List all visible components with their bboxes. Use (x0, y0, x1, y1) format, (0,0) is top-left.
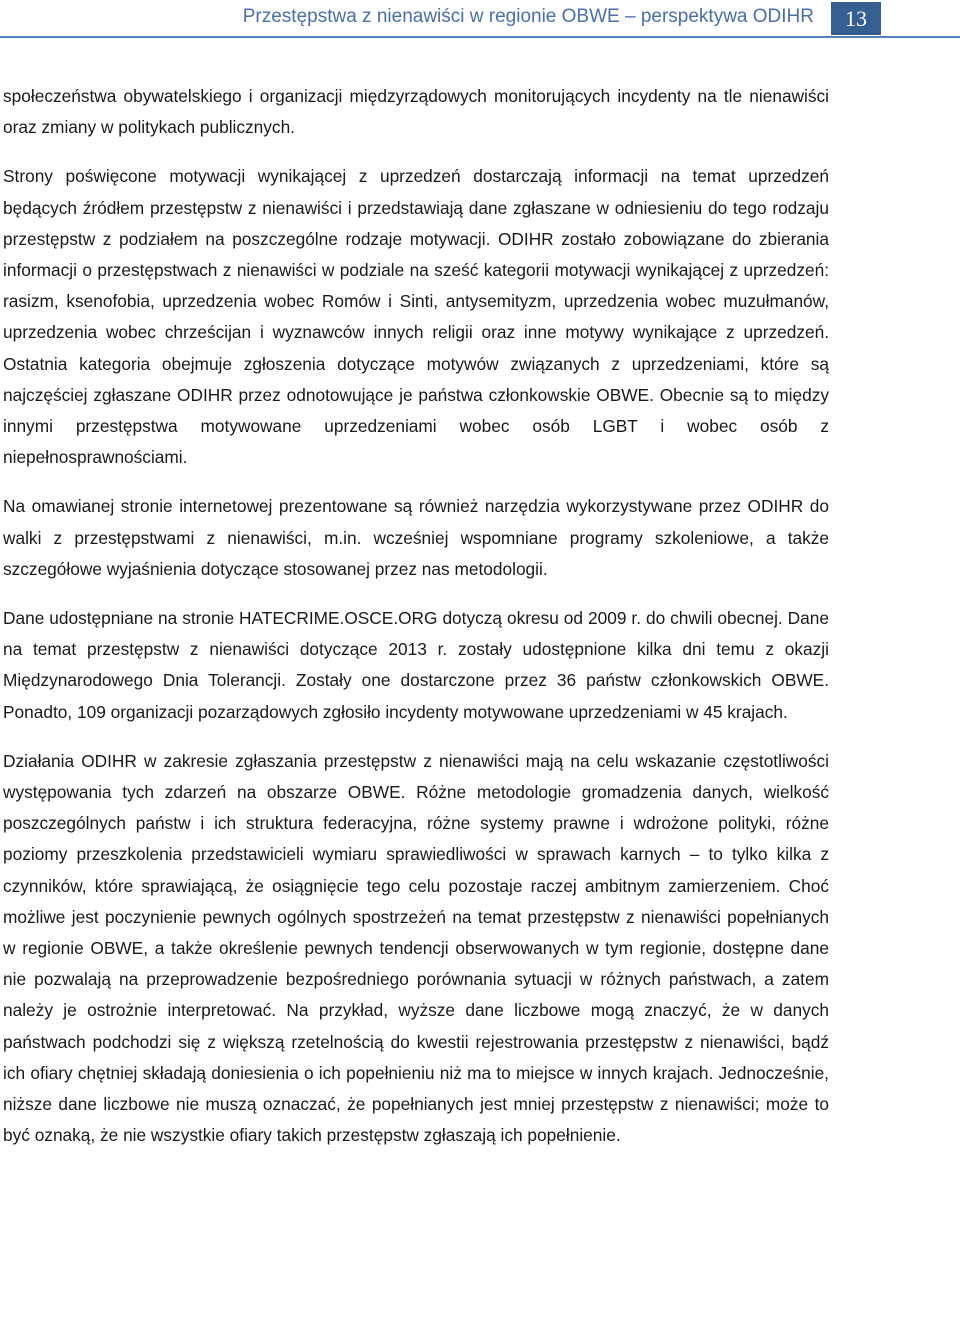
header-rule (0, 36, 960, 38)
paragraph: Na omawianej stronie internetowej prezentowane są również narzędzia wykorzystywane przez ODIHR do walki z przestępstwami z nienawiści, m.in. wcześniej wspomniane programy szkoleniowe, a także szczegółowe wyjaśnienia dotyczące stosowanej przez nas metodologii. (3, 496, 829, 579)
page-number-badge: 13 (831, 2, 881, 35)
paragraph: Strony poświęcone motywacji wynikającej z uprzedzeń dostarczają informacji na temat uprzedzeń będących źródłem przestępstw z nienawiści i przedstawiają dane zgłaszane w odniesieniu do tego rodzaju przestępstw z podziałem na poszczególne rodzaje motywacji. ODIHR zostało zobowiązane do zbierania informacji o przestępstwach z nienawiści w podziale na sześć kategorii motywacji wynikającej z uprzedzeń: rasizm, ksenofobia, uprzedzenia wobec Romów i Sinti, antysemityzm, uprzedzenia wobec muzułmanów, uprzedzenia wobec chrześcijan i wyznawców innych religii oraz inne motywy wynikające z uprzedzeń. Ostatnia kategoria obejmuje zgłoszenia dotyczące motywów związanych z uprzedzeniami, które są najczęściej zgłaszane ODIHR przez odnotowujące je państwa członkowskie OBWE. Obecnie są to między innymi przestępstwa motywowane uprzedzeniami wobec osób LGBT i wobec osób z niepełnosprawnościami. (3, 166, 829, 468)
header-title: Przestępstwa z nienawiści w regionie OBWE – perspektywa ODIHR (242, 6, 814, 27)
paragraph: Dane udostępniane na stronie HATECRIME.OSCE.ORG dotyczą okresu od 2009 r. do chwili obecnej. Dane na temat przestępstw z nienawiści dotyczące 2013 r. zostały udostępnione kilka dni temu z okazji Międzynarodowego Dnia Tolerancji. Zostały one dostarczone przez 36 państw członkowskich OBWE. Ponadto, 109 organizacji pozarządowych zgłosiło incydenty motywowane uprzedzeniami w 45 krajach. (3, 608, 829, 722)
body-text (3, 81, 829, 1170)
paragraph: społeczeństwa obywatelskiego i organizacji międzyrządowych monitorujących incydenty na tle nienawiści oraz zmiany w politykach publicznych. (3, 86, 829, 138)
running-header (0, 0, 960, 40)
paragraph: Działania ODIHR w zakresie zgłaszania przestępstw z nienawiści mają na celu wskazanie częstotliwości występowania tych zdarzeń na obszarze OBWE. Różne metodologie gromadzenia danych, wielkość poszczególnych państw i ich struktura federacyjna, różne systemy prawne i wdrożone polityki, różne poziomy przeszkolenia przedstawicieli wymiaru sprawiedliwości w sprawach karnych – to tylko kilka z czynników, które sprawiającą, że osiągnięcie tego celu pozostaje raczej ambitnym zamierzeniem. Choć możliwe jest poczynienie pewnych ogólnych spostrzeżeń na temat przestępstw z nienawiści popełnianych w regionie OBWE, a także określenie pewnych tendencji obserwowanych w tym regionie, dostępne dane nie pozwalają na przeprowadzenie bezpośredniego porównania sytuacji w różnych państwach, a zatem należy je ostrożnie interpretować. Na przykład, wyższe dane liczbowe mogą znaczyć, że w danych państwach podchodzi się z większą rzetelnością do kwestii rejestrowania przestępstw z nienawiści, bądź ich ofiary chętniej składają doniesienia o ich popełnieniu niż ma to miejsce w innych krajach. Jednocześnie, niższe dane liczbowe nie muszą oznaczać, że popełnianych jest mniej przestępstw z nienawiści; może to być oznaką, że nie wszystkie ofiary takich przestępstw zgłaszają ich popełnienie. (3, 750, 829, 1146)
